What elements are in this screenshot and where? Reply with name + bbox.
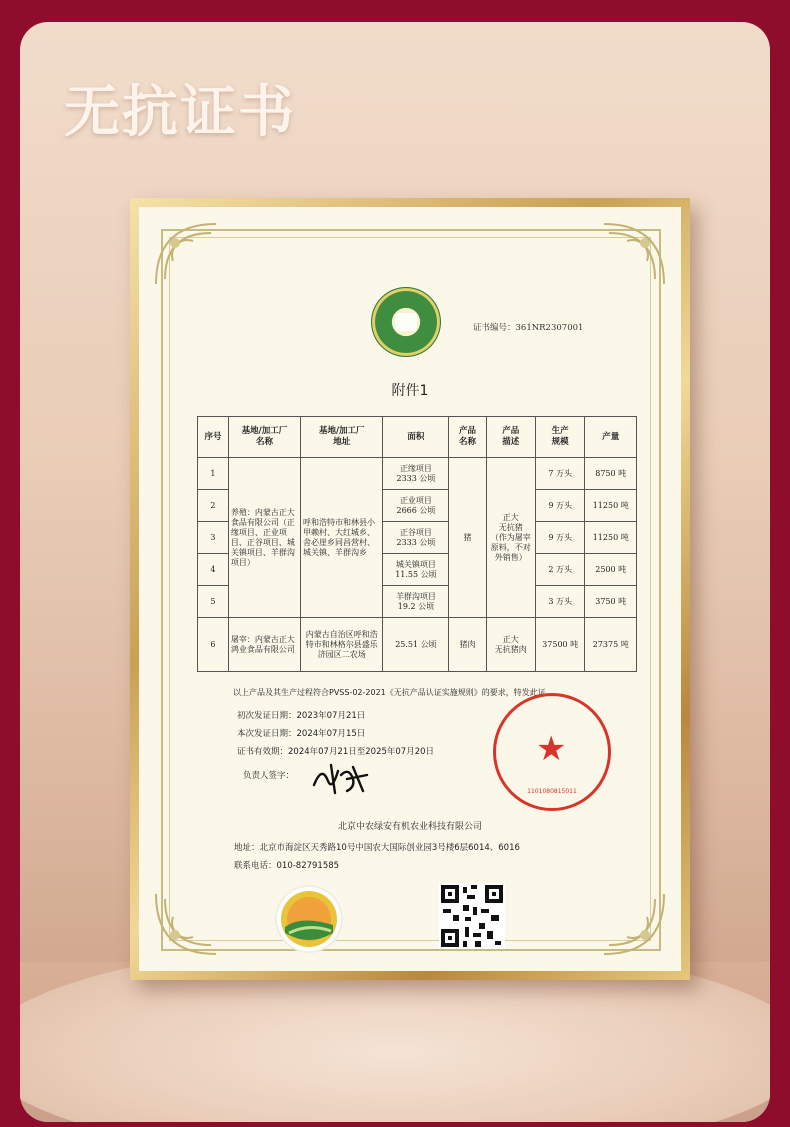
output-cell: 3750 吨 — [585, 586, 637, 618]
signer-label: 负责人签字： — [243, 771, 295, 781]
breeding-name: 养殖：内蒙古正大食品有限公司（正缘项目、正业项目、正谷项目、城关镇项目、羊群沟项目） — [228, 458, 300, 618]
breeding-address: 呼和浩特市和林县小甲赖村、大红城乡、舍必崖乡同昌营村、城关镇、羊群沟乡 — [301, 458, 383, 618]
area-cell: 正缘项目 2333 公顷 — [383, 458, 449, 490]
certificate-paper — [139, 207, 681, 971]
output-cell: 11250 吨 — [585, 522, 637, 554]
scale-cell: 37500 吨 — [535, 618, 584, 672]
table-row — [198, 618, 637, 672]
row-number: 1 — [198, 458, 229, 490]
output-cell: 2500 吨 — [585, 554, 637, 586]
header-cell: 基地/加工厂 名称 — [228, 417, 300, 458]
header-cell: 面积 — [383, 417, 449, 458]
poster-card — [20, 22, 770, 1122]
qr-code-icon[interactable] — [439, 883, 505, 949]
area-cell: 正谷项目 2333 公顷 — [383, 522, 449, 554]
seal-code: 1101080815011 — [527, 788, 577, 795]
table-row — [198, 458, 637, 490]
company-phone: 联系电话：010-82791585 — [234, 861, 340, 871]
slaughter-product: 猪肉 — [449, 618, 486, 672]
scale-cell: 9 万头 — [535, 522, 584, 554]
star-icon: ★ — [536, 729, 567, 769]
certificate-number: 证书编号：361NR2307001 — [473, 323, 584, 333]
declaration-text: 以上产品及其生产过程符合PVSS-02-2021《无抗产品认证实施规则》的要求，特发此证。 — [233, 688, 554, 697]
validity-period: 证书有效期：2024年07月21日至2025年07月20日 — [237, 747, 435, 757]
output-cell: 27375 吨 — [585, 618, 637, 672]
header-cell: 基地/加工厂 地址 — [301, 417, 383, 458]
attachment-title: 附件1 — [391, 383, 429, 399]
certificate-frame — [130, 198, 690, 980]
issuer-company: 北京中农绿安有机农业科技有限公司 — [337, 822, 482, 832]
header-cell: 产品 描述 — [486, 417, 535, 458]
page-headline: 无抗证书 — [64, 80, 296, 145]
scale-cell: 2 万头 — [535, 554, 584, 586]
slaughter-address: 内蒙古自治区呼和浩特市和林格尔县盛乐济园区二农场 — [301, 618, 383, 672]
this-issue-date: 本次发证日期：2024年07月15日 — [237, 729, 366, 739]
row-number: 3 — [198, 522, 229, 554]
row-number: 5 — [198, 586, 229, 618]
row-number: 2 — [198, 490, 229, 522]
scale-cell: 9 万头 — [535, 490, 584, 522]
certificate-table — [197, 416, 637, 672]
breeding-product: 猪 — [449, 458, 486, 618]
first-issue-date: 初次发证日期：2023年07月21日 — [237, 711, 366, 721]
header-cell: 序号 — [198, 417, 229, 458]
row-number: 4 — [198, 554, 229, 586]
area-cell: 25.51 公顷 — [383, 618, 449, 672]
output-cell: 8750 吨 — [585, 458, 637, 490]
certification-logo-icon — [371, 287, 441, 357]
breeding-desc: 正大 无抗猪 （作为屠宰原料，不对外销售） — [486, 458, 535, 618]
area-cell: 羊群沟项目 19.2 公顷 — [383, 586, 449, 618]
organic-logo-icon — [277, 887, 341, 951]
area-cell: 正业项目 2666 公顷 — [383, 490, 449, 522]
company-address: 地址：北京市海淀区天秀路10号中国农大国际创业园3号楼6层6014、6016 — [234, 843, 520, 853]
signature-icon — [309, 757, 369, 797]
row-number: 6 — [198, 618, 229, 672]
scale-cell: 7 万头 — [535, 458, 584, 490]
area-cell: 城关镇项目 11.55 公顷 — [383, 554, 449, 586]
header-cell: 生产 规模 — [535, 417, 584, 458]
output-cell: 11250 吨 — [585, 490, 637, 522]
scale-cell: 3 万头 — [535, 586, 584, 618]
company-red-seal-icon — [493, 693, 611, 811]
header-cell: 产品 名称 — [449, 417, 486, 458]
table-header-row — [198, 417, 637, 458]
slaughter-desc: 正大 无抗猪肉 — [486, 618, 535, 672]
header-cell: 产量 — [585, 417, 637, 458]
slaughter-name: 屠宰：内蒙古正大鸿业食品有限公司 — [228, 618, 300, 672]
